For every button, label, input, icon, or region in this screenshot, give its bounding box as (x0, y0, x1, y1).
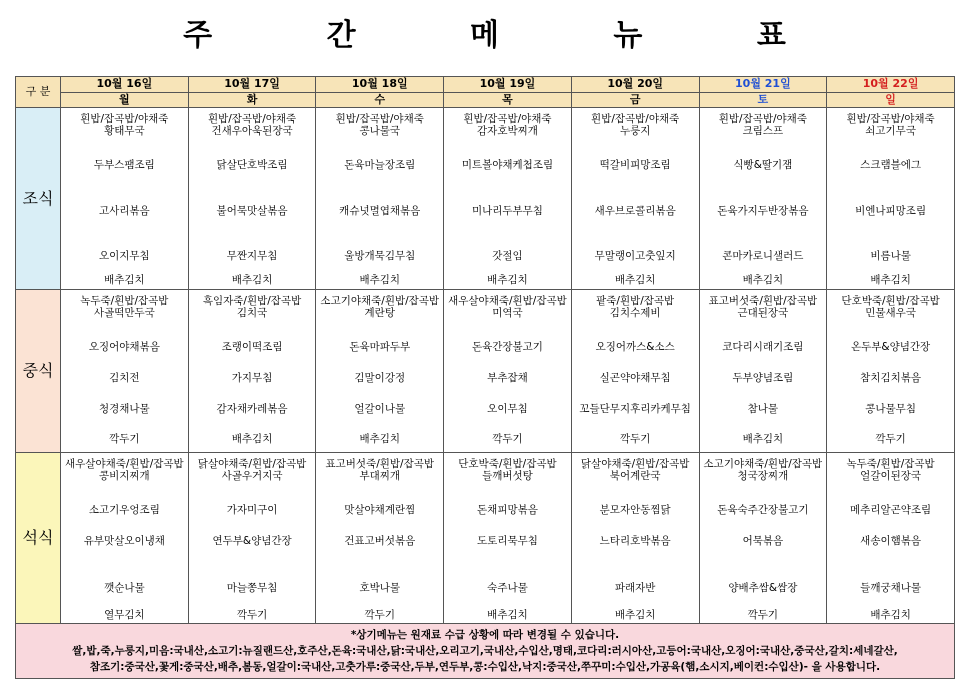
menu-item: 표고버섯죽/흰밥/잡곡밥 (325, 458, 435, 470)
menu-item: 참나물 (747, 403, 779, 415)
menu-item: 팥죽/흰밥/잡곡밥 (596, 295, 675, 307)
header-date-sat: 10월 21일 (699, 77, 827, 93)
menu-item: 오이무침 (487, 403, 528, 415)
header-day-mon: 월 (61, 93, 189, 108)
menu-item: 미나리두부무침 (471, 205, 543, 217)
menu-cell-tue (188, 290, 316, 453)
menu-item: 표고버섯죽/흰밥/잡곡밥 (708, 295, 818, 307)
menu-item: 배추김치 (231, 274, 273, 286)
menu-item: 맛살야채계란찜 (344, 504, 416, 516)
menu-cell-sun (827, 453, 955, 624)
menu-cell-thu (444, 108, 572, 290)
menu-item: 건표고버섯볶음 (344, 535, 416, 547)
menu-item: 깍두기 (364, 609, 395, 621)
menu-item: 가지무침 (231, 372, 273, 384)
header-day-thu: 목 (444, 93, 572, 108)
menu-item: 감자채카레볶음 (216, 403, 288, 415)
notice-line: *상기메뉴는 원재료 수급 상황에 따라 변경될 수 있습니다. (350, 629, 620, 641)
menu-cell-thu (444, 290, 572, 453)
menu-cell-tue (188, 453, 316, 624)
menu-item: 들깨궁채나물 (860, 582, 922, 594)
breakfast-row (16, 108, 955, 290)
menu-cell-tue (188, 108, 316, 290)
meal-label-lunch: 중식 (16, 290, 61, 453)
menu-cell-fri (571, 108, 699, 290)
notice-line: 참조기:중국산,꽃게:중국산,배추,봄동,얼갈이:국내산,고춧가루:중국산,두부,연두부,콩:수입산,낙지:중국산,쭈꾸미:수입산,가공육(햄,소시지,베이컨:수입산)- 을 사용합니다. (89, 661, 881, 673)
menu-item: 식빵&딸기잼 (733, 159, 793, 171)
menu-item: 새우살야채죽/흰밥/잡곡밥 (65, 458, 184, 470)
menu-item: 김치수제비 (609, 307, 661, 319)
header-date-tue: 10월 17일 (188, 77, 316, 93)
menu-item: 청경채나물 (98, 403, 150, 415)
menu-item: 조랭이떡조림 (221, 341, 283, 353)
menu-item: 돈육간장불고기 (471, 341, 543, 353)
menu-item: 파래자반 (614, 582, 656, 594)
menu-item: 가자미구이 (226, 504, 278, 516)
menu-item: 콘마카로니샐러드 (722, 250, 804, 262)
menu-item: 비름나물 (870, 250, 911, 262)
header-date-thu: 10월 19일 (444, 77, 572, 93)
menu-item: 건새우아욱된장국 (211, 125, 293, 137)
menu-item: 돈육마늘장조림 (344, 159, 416, 171)
menu-item: 김말이강정 (354, 372, 406, 384)
menu-item: 김치전 (109, 372, 140, 384)
menu-item: 흰밥/잡곡밥/야채죽 (207, 113, 297, 125)
menu-cell-mon (61, 453, 189, 624)
menu-item: 온두부&양념간장 (851, 341, 931, 353)
menu-item: 실곤약야채무침 (599, 372, 671, 384)
menu-cell-fri (571, 290, 699, 453)
menu-cell-sat (699, 290, 827, 453)
menu-item: 배추김치 (359, 274, 401, 286)
notice-cell (16, 624, 955, 679)
menu-item: 흰밥/잡곡밥/야채죽 (718, 113, 807, 125)
menu-cell-wed (316, 290, 444, 453)
menu-item: 흰밥/잡곡밥/야채죽 (335, 113, 424, 125)
menu-item: 계란탕 (364, 307, 395, 319)
menu-item: 단호박죽/흰밥/잡곡밥 (841, 295, 940, 307)
menu-cell-fri (571, 453, 699, 624)
menu-item: 녹두죽/흰밥/잡곡밥 (846, 458, 935, 470)
menu-item: 배추김치 (742, 274, 784, 286)
menu-item: 황태무국 (104, 125, 145, 137)
lunch-row (16, 290, 955, 453)
header-date-wed: 10월 18일 (316, 77, 444, 93)
menu-item: 돈육마파두부 (349, 341, 411, 353)
menu-item: 열무김치 (104, 609, 145, 621)
notice-row (16, 624, 955, 679)
menu-item: 닭살단호박조림 (216, 159, 288, 171)
menu-item: 크림스프 (742, 125, 784, 137)
menu-item: 사골떡만두국 (93, 307, 155, 319)
menu-item: 배추김치 (359, 433, 401, 445)
dinner-row (16, 453, 955, 624)
menu-item: 호박나물 (359, 582, 401, 594)
header-day-fri: 금 (571, 93, 699, 108)
menu-item: 마늘쫑무침 (226, 582, 278, 594)
menu-item: 갓절임 (492, 250, 523, 262)
menu-item: 콩나물국 (359, 125, 401, 137)
menu-item: 유부맛살오이냉채 (83, 535, 165, 547)
menu-item: 닭살야채죽/흰밥/잡곡밥 (197, 458, 307, 470)
menu-item: 민물새우국 (865, 307, 916, 319)
menu-item: 소고기야채죽/흰밥/잡곡밥 (703, 458, 823, 470)
menu-item: 분모자안동찜닭 (599, 504, 671, 516)
menu-item: 연두부&양념간장 (212, 535, 292, 547)
menu-item: 깍두기 (747, 609, 779, 621)
menu-item: 도토리묵무침 (477, 535, 538, 547)
header-day-row (16, 93, 955, 108)
menu-item: 청국장찌개 (737, 470, 789, 482)
menu-item: 배추김치 (487, 274, 528, 286)
menu-item: 깍두기 (236, 609, 268, 621)
menu-cell-sun (827, 108, 955, 290)
menu-item: 돈육가지두반장볶음 (717, 205, 809, 217)
menu-item: 들깨버섯탕 (482, 470, 533, 482)
menu-item: 숙주나물 (487, 582, 528, 594)
header-date-fri: 10월 20일 (571, 77, 699, 93)
menu-item: 깍두기 (492, 433, 523, 445)
menu-item: 얼갈이된장국 (860, 470, 922, 482)
menu-item: 새우브로콜리볶음 (594, 205, 676, 217)
menu-item: 깍두기 (619, 433, 651, 445)
menu-item: 무짠지무침 (226, 250, 278, 262)
menu-item: 떡갈비피망조림 (599, 159, 671, 171)
header-date-row (16, 77, 955, 93)
menu-item: 흑임자죽/흰밥/잡곡밥 (202, 295, 302, 307)
menu-item: 부추잡채 (487, 372, 528, 384)
menu-item: 어묵볶음 (742, 535, 784, 547)
header-label: 구 분 (16, 77, 61, 108)
menu-item: 배추김치 (104, 274, 145, 286)
menu-item: 누룽지 (619, 125, 651, 137)
meal-label-dinner: 석식 (16, 453, 61, 624)
menu-item: 흰밥/잡곡밥/야채죽 (463, 113, 552, 125)
menu-item: 두부스팸조림 (93, 159, 155, 171)
meal-label-breakfast: 조식 (16, 108, 61, 290)
menu-item: 흰밥/잡곡밥/야채죽 (591, 113, 680, 125)
menu-item: 콩비지찌개 (98, 470, 150, 482)
menu-item: 무말랭이고춧잎지 (594, 250, 676, 262)
menu-item: 새우살야채죽/흰밥/잡곡밥 (448, 295, 567, 307)
menu-item: 흰밥/잡곡밥/야채죽 (80, 113, 169, 125)
menu-item: 돈육숙주간장불고기 (717, 504, 809, 516)
menu-item: 얼갈이나물 (354, 403, 406, 415)
menu-item: 배추김치 (487, 609, 528, 621)
menu-item: 소고기야채죽/흰밥/잡곡밥 (320, 295, 440, 307)
header-day-tue: 화 (188, 93, 316, 108)
menu-cell-sat (699, 108, 827, 290)
menu-item: 느타리호박볶음 (599, 535, 671, 547)
header-date-mon: 10월 16일 (61, 77, 189, 93)
menu-item: 닭살야채죽/흰밥/잡곡밥 (580, 458, 690, 470)
menu-item: 사골우거지국 (221, 470, 283, 482)
menu-item: 오징어까스&소스 (595, 341, 675, 353)
menu-item: 배추김치 (870, 609, 911, 621)
menu-item: 양배추쌈&쌈장 (728, 582, 798, 594)
menu-item: 흰밥/잡곡밥/야채죽 (846, 113, 935, 125)
menu-item: 김치국 (236, 307, 268, 319)
menu-item: 배추김치 (231, 433, 273, 445)
menu-item: 미트볼야채케첩조림 (461, 159, 554, 171)
menu-item: 배추김치 (742, 433, 784, 445)
menu-item: 단호박죽/흰밥/잡곡밥 (458, 458, 557, 470)
menu-item: 불어묵맛살볶음 (216, 205, 288, 217)
header-day-sat: 토 (699, 93, 827, 108)
menu-item: 오이지무침 (98, 250, 150, 262)
menu-item: 참치김치볶음 (860, 372, 922, 384)
menu-item: 미역국 (492, 307, 523, 319)
menu-cell-wed (316, 108, 444, 290)
menu-item: 감자호박찌개 (477, 125, 538, 137)
menu-cell-mon (61, 290, 189, 453)
menu-item: 두부양념조림 (732, 372, 794, 384)
menu-item: 북어계란국 (609, 470, 661, 482)
menu-cell-wed (316, 453, 444, 624)
menu-item: 소고기우엉조림 (88, 504, 160, 516)
menu-item: 쇠고기무국 (865, 125, 916, 137)
menu-item: 근대된장국 (737, 307, 789, 319)
menu-item: 울방개묵김무침 (344, 250, 416, 262)
menu-item: 배추김치 (614, 274, 656, 286)
menu-item: 깻순나물 (104, 582, 145, 594)
notice-line: 쌀,밥,죽,누룽지,미음:국내산,소고기:뉴질랜드산,호주산,돈육:국내산,닭:국내산,오리고기,국내산,수입산,명태,코다리:러시아산,고등어:국내산,오징어:국내산,중국산,갈치:세네갈산, (72, 645, 898, 657)
menu-cell-thu (444, 453, 572, 624)
menu-item: 깍두기 (875, 433, 906, 445)
menu-item: 돈채피망볶음 (477, 504, 538, 516)
menu-item: 부대찌개 (359, 470, 401, 482)
menu-item: 캐슈넛멸엽채볶음 (339, 205, 421, 217)
menu-item: 콩나물무침 (865, 403, 916, 415)
menu-item: 코다리시래기조림 (722, 341, 804, 353)
menu-item: 배추김치 (614, 609, 656, 621)
menu-item: 녹두죽/흰밥/잡곡밥 (80, 295, 169, 307)
menu-table (15, 76, 955, 679)
header-date-sun: 10월 22일 (827, 77, 955, 93)
menu-cell-sun (827, 290, 955, 453)
menu-item: 비엔나피망조림 (855, 205, 927, 217)
menu-cell-mon (61, 108, 189, 290)
header-day-wed: 수 (316, 93, 444, 108)
menu-item: 배추김치 (870, 274, 911, 286)
menu-cell-sat (699, 453, 827, 624)
header-day-sun: 일 (827, 93, 955, 108)
page-title: 주 간 메 뉴 표 (183, 18, 838, 53)
menu-item: 고사리볶음 (98, 205, 150, 217)
menu-item: 깍두기 (109, 433, 140, 445)
menu-item: 새송이햄볶음 (860, 535, 922, 547)
menu-item: 스크램블에그 (860, 159, 922, 171)
menu-item: 메추리알곤약조림 (850, 504, 932, 516)
menu-item: 오징어야채볶음 (88, 341, 160, 353)
menu-item: 꼬들단무지후리카케무침 (579, 403, 691, 415)
